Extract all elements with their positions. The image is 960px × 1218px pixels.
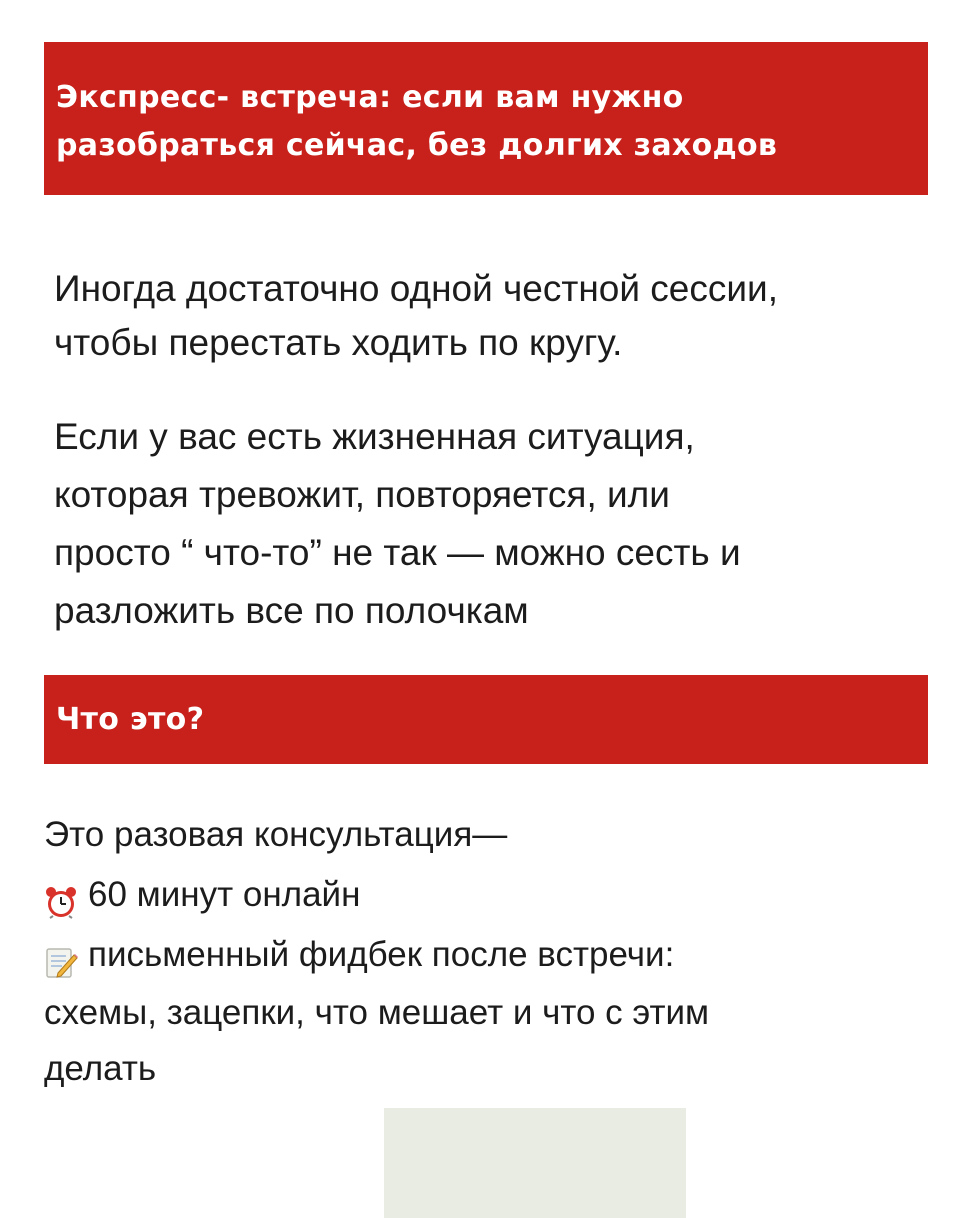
section-title: Что это? <box>56 702 205 737</box>
header-title-line-2: разобраться сейчас, без долгих заходов <box>56 128 778 163</box>
intro-line-2: чтобы перестать ходить по кругу. <box>54 322 623 363</box>
about-block <box>44 805 924 1097</box>
situation-paragraph <box>54 408 934 640</box>
paper-texture-decoration <box>384 1108 686 1218</box>
header-banner <box>44 42 928 195</box>
feedback-text-line-3: делать <box>44 1049 157 1088</box>
duration-text: 60 минут онлайн <box>88 875 361 914</box>
situation-line-4: разложить все по полочкам <box>54 590 529 631</box>
about-intro-text: Это разовая консультация— <box>44 815 508 854</box>
feedback-text-line-2: схемы, зацепки, что мешает и что с этим <box>44 993 710 1032</box>
situation-line-2: которая тревожит, повторяется, или <box>54 474 670 515</box>
intro-line-1: Иногда достаточно одной честной сессии, <box>54 268 778 309</box>
feedback-text-line-1: письменный фидбек после встречи: <box>88 935 675 974</box>
header-title-line-1: Экспресс- встреча: если вам нужно <box>56 80 684 115</box>
intro-paragraph <box>54 262 934 370</box>
situation-line-1: Если у вас есть жизненная ситуация, <box>54 416 695 457</box>
feedback-continuation <box>44 985 924 1097</box>
memo-pencil-icon <box>44 938 78 972</box>
situation-line-3: просто “ что-то” не так — можно сесть и <box>54 532 741 573</box>
section-banner <box>44 675 928 764</box>
feedback-item <box>44 925 924 985</box>
duration-item <box>44 865 924 925</box>
about-intro <box>44 805 924 865</box>
header-title <box>56 74 928 170</box>
alarm-clock-icon <box>44 878 78 912</box>
